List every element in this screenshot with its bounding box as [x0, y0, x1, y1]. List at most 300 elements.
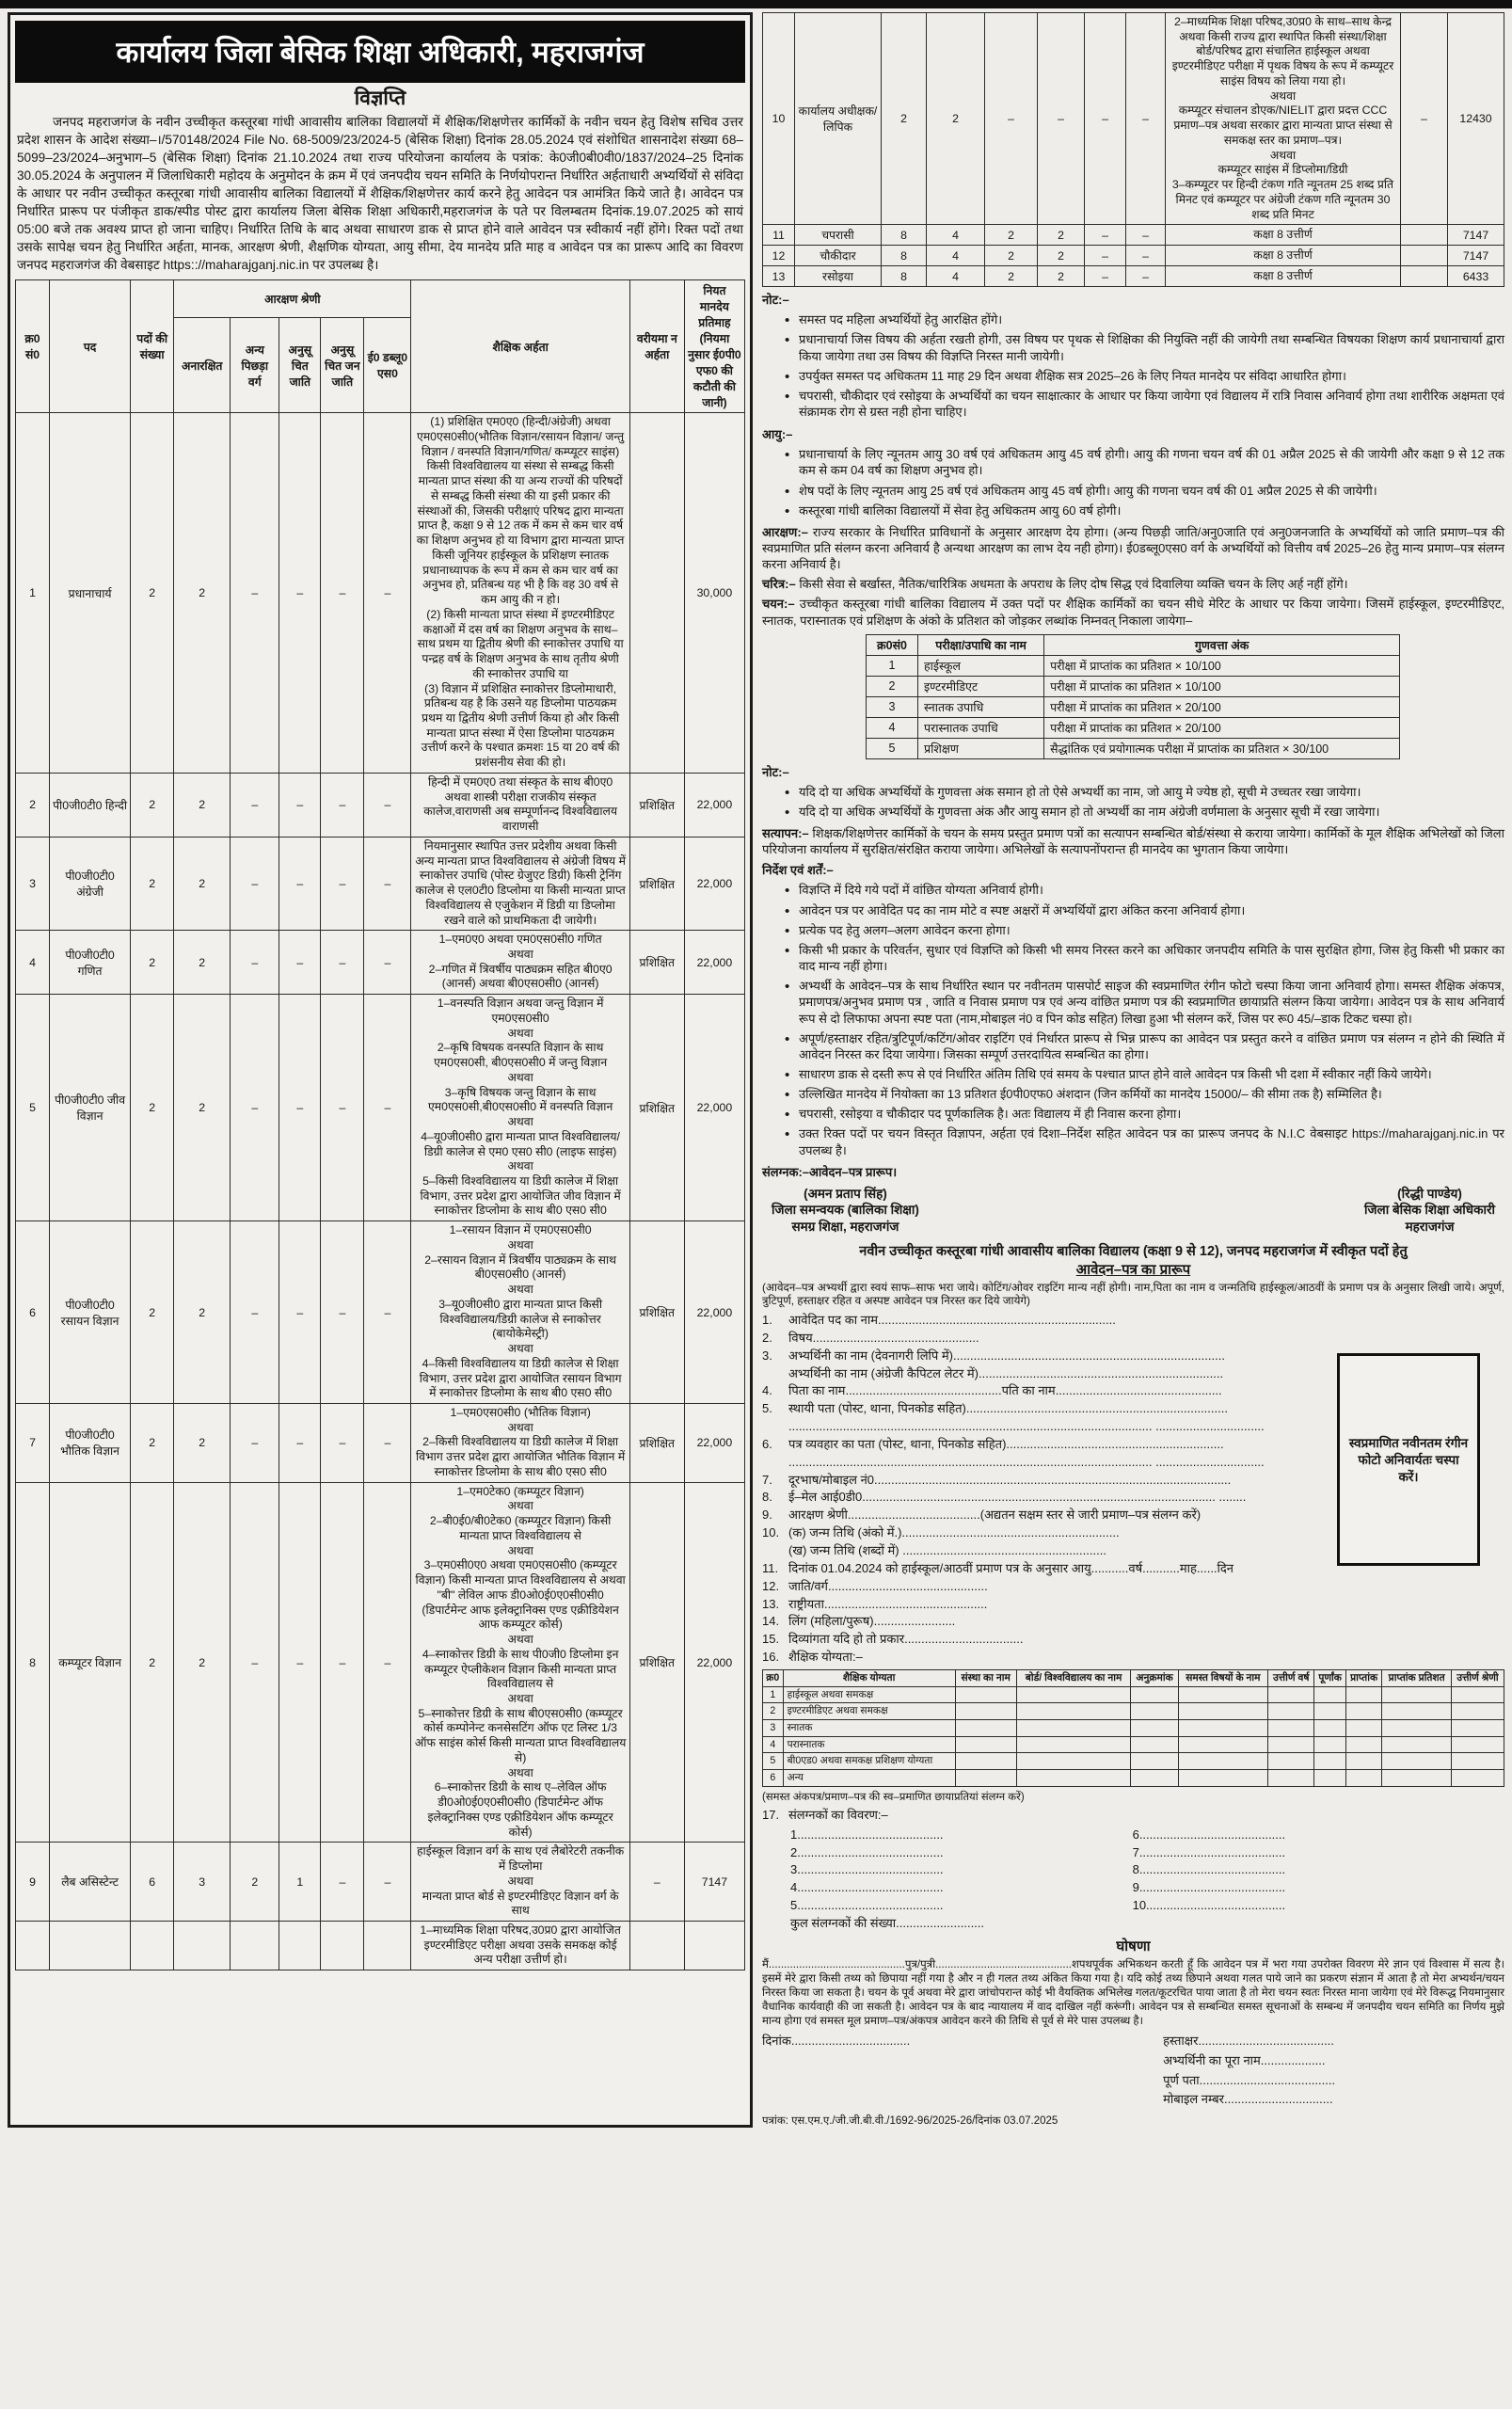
merit-cell: स्नातक उपाधि: [918, 696, 1044, 717]
attachment-line: 6...........................................: [1132, 1827, 1286, 1842]
age-label: आयु:–: [762, 427, 793, 442]
form-field: [762, 1436, 1281, 1454]
edu-column-header: पूर्णांक: [1314, 1669, 1346, 1686]
edu-cell: [955, 1736, 1016, 1753]
table-cell: –: [985, 13, 1038, 225]
table-cell: –: [364, 995, 411, 1221]
edu-cell: [955, 1703, 1016, 1720]
notes1-list: [785, 311, 1504, 420]
table-cell: –: [1126, 225, 1166, 246]
table-cell: 8: [16, 1482, 50, 1843]
edu-cell: 4: [763, 1736, 784, 1753]
table-cell: 4: [927, 266, 985, 287]
table-cell: –: [231, 837, 279, 930]
merit-cell: परीक्षा में प्राप्तांक का प्रतिशत × 10/100: [1044, 676, 1400, 696]
qualification-line: मान्यता प्राप्त बोर्ड से इण्टरमीडिएट विज्ञान वर्ग के साथ: [422, 1889, 619, 1918]
note-item: • उपर्युक्त समस्त पद अधिकतम 11 माह 29 दिन अथवा शैक्षिक सत्र 2025–26 के लिए नियत मानदेय पर संविदा आधारित होगा।: [785, 368, 1504, 384]
form-field: [762, 1312, 1281, 1330]
qualification-cell: [411, 1921, 629, 1970]
table-cell: –: [231, 413, 279, 774]
table-cell: –: [364, 931, 411, 995]
edu-cell: [1382, 1770, 1452, 1787]
table-cell: –: [1126, 266, 1166, 287]
character-section: [762, 576, 1504, 592]
edu-cell: [1131, 1770, 1178, 1787]
table-cell: –: [231, 1404, 279, 1483]
table-cell: –: [364, 1482, 411, 1843]
attachment-line: 8...........................................: [1132, 1862, 1286, 1877]
merit-header-row: [867, 634, 1400, 655]
edu-cell: 1: [763, 1686, 784, 1703]
edu-cell: [1345, 1703, 1381, 1720]
edu-cell: [1382, 1736, 1452, 1753]
table-cell: 1: [279, 1843, 321, 1922]
table-cell: 4: [927, 246, 985, 266]
merit-row: [867, 717, 1400, 738]
qualification-line: 3–कृषि विषयक जन्तु विज्ञान के साथ एम0एस0सी,बी0एस0सी0 में वनस्पति विज्ञान: [427, 1085, 613, 1114]
table-cell: –: [1126, 13, 1166, 225]
table-cell: –: [1038, 13, 1085, 225]
preference-cell: प्रशिक्षित: [629, 1221, 684, 1404]
signatory-left: [772, 1186, 919, 1236]
table-cell: [174, 1921, 231, 1970]
attachment-line: 5...........................................: [790, 1898, 944, 1913]
age-item: • कस्तूरबा गांधी बालिका विद्यालयों में सेवा हेतु अधिकतम आयु 60 वर्ष होगी।: [785, 503, 1504, 518]
left-column: [8, 12, 753, 2128]
qualification-line: हाईस्कूल विज्ञान वर्ग के साथ एवं लैबोरेटरी तकनीक में डिप्लोमा: [417, 1844, 625, 1874]
form-field: [762, 1578, 1504, 1596]
edu-cell: [1451, 1720, 1504, 1737]
qualification-line: 3–एम0सी0ए0 अथवा एम0एस0सी0 (कम्प्यूटर विज्ञान) किसी मान्यता प्राप्त विश्वविद्यालय से अथवा "बी" लेविल आफ डी0ओ0ई0ए0सी0सी0 (डिपार्टमेन्ट आफ इलेक्ट्रानिक्स एण्ड एक्रीडियेशन आफ कम्प्यूटर कोर्स): [415, 1558, 626, 1632]
qualification-line: हिन्दी में एम0ए0 तथा संस्कृत के साथ बी0ए0 अथवा शास्त्री परीक्षा राजकीय संस्कृत कालेज,वाराणसी अब सम्पूर्णानन्द विश्वविद्यालय वाराणसी: [423, 774, 617, 834]
qualification-line: 2–किसी विश्वविद्यालय या डिग्री कालेज में शिक्षा विभाग उत्तर प्रदेश द्वारा आयोजित भौतिक विज्ञान में स्नाकोत्तर डिप्लोमा के साथ बी0 एस0 सी0: [415, 1435, 626, 1478]
office-title-text: कार्यालय जिला बेसिक शिक्षा अधिकारी, महराजगंज: [116, 36, 645, 69]
table-cell: 2: [174, 773, 231, 837]
enclosure-line: संलग्नक:–आवेदन–पत्र प्रारूप।: [762, 1164, 898, 1179]
table-cell: कार्यालय अधीक्षक/ लिपिक: [795, 13, 882, 225]
table-cell: –: [1085, 246, 1126, 266]
form-field-number: [762, 1454, 788, 1472]
qualification-line: अथवा: [507, 1691, 533, 1705]
edu-cell: [1178, 1736, 1267, 1753]
table-cell: 2: [174, 1404, 231, 1483]
edu-cell: [1345, 1686, 1381, 1703]
table-cell: –: [321, 1843, 364, 1922]
qualification-line: 4–यू0जी0सी0 द्वारा मान्यता प्राप्त विश्वविद्यालय/डिग्री कालेज से एम0 एस0 सी0 (लाइफ साइंस): [421, 1129, 620, 1158]
edu-cell: [1178, 1720, 1267, 1737]
edu-cell: [1016, 1686, 1131, 1703]
table-cell: कम्प्यूटर विज्ञान: [50, 1482, 131, 1843]
edu-cell: [1451, 1736, 1504, 1753]
edu-cell: [1016, 1703, 1131, 1720]
table-cell: पी0जी0टी0 भौतिक विज्ञान: [50, 1404, 131, 1483]
attachment-line: 1...........................................: [790, 1827, 944, 1842]
table-cell: चपरासी: [795, 225, 882, 246]
edu-row: [763, 1686, 1504, 1703]
edu-row: [763, 1736, 1504, 1753]
form-field-number: 3.: [762, 1348, 772, 1363]
form-field: [762, 1596, 1504, 1614]
form-field-text: लिंग (महिला/पुरूष)........................: [788, 1614, 956, 1629]
table-row: [16, 1221, 745, 1404]
table-cell: 13: [763, 266, 795, 287]
qualification-line: अथवा: [1269, 148, 1297, 162]
table-cell: –: [364, 837, 411, 930]
table-cell: –: [231, 995, 279, 1221]
edu-column-header: शैक्षिक योग्यता: [783, 1669, 955, 1686]
pay-cell: 6433: [1448, 266, 1504, 287]
column-subheader: ई0 डब्लू0 एस0: [364, 318, 411, 413]
table-cell: [50, 1921, 131, 1970]
form-note: (आवेदन–पत्र अभ्यर्थी द्वारा स्वयं साफ–साफ भरा जाये। कोटिंग/ओवर राइटिंग मान्य नहीं होगी। नाम,पिता का नाम व जन्मतिथि हाईस्कूल/आठवीं के प्रमाण पत्र के अनुसार लिखी जाये। अपूर्ण, त्रुटिपूर्ण, हस्ताक्षर रहित व अस्पष्ट आवेदन पत्र निरस्त कर दिये जायेगे): [762, 1280, 1504, 1308]
qualification-line: अथवा: [507, 1543, 533, 1557]
form-field-number: 16.: [762, 1650, 780, 1665]
pay-cell: 22,000: [684, 837, 744, 930]
form-field-text: ........................................................................................................... ................................: [788, 1454, 1265, 1469]
qualification-line: अथवा: [507, 1633, 533, 1647]
signatory-right: [1364, 1186, 1495, 1236]
intro-paragraph: जनपद महराजगंज के नवीन उच्चीकृत कस्तूरबा गांधी आवासीय बालिका विद्यालयों में शैक्षिक/शिक्षणेत्तर कार्मिकों के नवीन चयन हेतु विशेष सचिव उत्तर प्रदेश शासन के आदेश संख्या–।/570148/2024 File No. 68-5009/23/2024-5 (बेसिक शिक्षा) दिनांक 28.05.2024 एवं संशोधित शासनादेश संख्या 68–5099–23/2024–अनुभाग–5 (बेसिक शिक्षा) दिनांक 21.10.2024 तथा राज्य परियोजना कार्यालय के पत्रांक: के0जी0बी0वी0/1837/2024–25 दिनांक 30.05.2024 के अनुपालन में जिलाधिकारी महोदय के अनुमोदन के क्रम में एवं जनपदीय चयन समिति के निर्णयोपरान्त निर्धारित अर्हताधारी अभ्यर्थियों से संविदा के आधार पर नवीन उच्चीकृत कस्तूरबा गांधी आवासीय बालिका विद्यालयों में शैक्षिक/शिक्षणेत्तर कार्य करने हेतु आवेदन पत्र आमंत्रित किये जाते है। आवेदन पत्र निर्धारित प्रारूप पर पंजीकृत डाक/स्पीड पोस्ट द्वारा कार्यालय जिला बेसिक शिक्षा अधिकारी,महराजगंज के पते पर विलम्बतम दिनांक.19.07.2025 को सायं 05:00 बजे तक अवश्य प्राप्त हो जाना चाहिए। निर्धारित तिथि के बाद अथवा साधारण डाक से प्राप्त होने वाले आवेदन पत्र स्वीकार्य नहीं होंगे। रिक्त पदों तथा उसके सापेक्ष चयन हेतु निर्धारित अर्हता, मानक, आरक्षण श्रेणी, शैक्षणिक योग्यता, आयु सीमा, देय मानदेय प्रति माह व आवेदन पत्र का प्रारूप आदि का विवरण जनपद महराजगंज की वेबसाइट https:://maharajganj.nic.in पर उपलब्ध है।: [17, 115, 743, 273]
qualification-line: 4–स्नाकोत्तर डिग्री के साथ पी0जी0 डिप्लोमा इन कम्प्यूटर ऐप्लीकेशन विज्ञान किसी मान्यता प्राप्त विश्वविद्यालय से: [422, 1647, 619, 1691]
table-cell: 1: [16, 413, 50, 774]
table-cell: 3: [174, 1843, 231, 1922]
signatory-left-role1: जिला समन्वयक (बालिका शिक्षा): [772, 1203, 919, 1218]
attachments-no: 17.: [762, 1807, 780, 1822]
edu-cell: [1268, 1703, 1314, 1720]
edu-cell: [1345, 1753, 1381, 1770]
qualification-line: अथवा: [507, 1237, 533, 1252]
table-cell: –: [231, 1482, 279, 1843]
table-cell: 6: [16, 1221, 50, 1404]
merit-cell: सैद्धांतिक एवं प्रयोगात्मक परीक्षा में प्राप्तांक का प्रतिशत × 30/100: [1044, 738, 1400, 758]
qualification-line: 2–बी0ई0/बी0टेक0 (कम्प्यूटर विज्ञान) किसी मान्यता प्राप्त विश्वविद्यालय से: [429, 1514, 612, 1542]
qualification-line: 2–कृषि विषयक वनस्पति विज्ञान के साथ एम0एस0सी, बी0एस0सी0 में जन्तु विज्ञान: [434, 1041, 608, 1070]
qualification-line: 2–गणित में त्रिवर्षीय पाठ्यक्रम सहित बी0ए0 (आनर्स) अथवा बी0एस0सी0 (आनर्स): [428, 962, 613, 991]
verification-text: शिक्षक/शिक्षणेत्तर कार्मिकों के चयन के समय प्रस्तुत प्रमाण पत्रों का सत्यापन सम्बन्धित बोर्ड/संस्था से कराया जायेगा। कार्मिकों के मूल शैक्षिक अभिलेखों को जिला परियोजना कार्यालय में सुरक्षित/संरक्षित कराया जायेगा। अभिलेखों के सत्यापनोंपरान्त ही मानदेय का भुगतान किया जायेगा।: [762, 826, 1504, 857]
pay-cell: 22,000: [684, 773, 744, 837]
table-cell: –: [321, 1404, 364, 1483]
verification-label: सत्यापन:–: [762, 826, 809, 841]
table-cell: –: [364, 1404, 411, 1483]
instructions-list: [785, 882, 1504, 1157]
form-field-number: 10.: [762, 1525, 780, 1540]
preference-cell: प्रशिक्षित: [629, 773, 684, 837]
table-cell: 2: [174, 413, 231, 774]
attachment-line: 9...........................................: [1132, 1880, 1286, 1895]
instruction-item: • साधारण डाक से दस्ती रूप से एवं निर्धारित अंतिम तिथि एवं समय के पश्चात प्राप्त होने वाले आवेदन पत्र किसी भी दशा में स्वीकार नहीं किये जायेगे।: [785, 1066, 1504, 1082]
preference-cell: [1401, 225, 1448, 246]
form-field-text: आवेदित पद का नाम......................................................................: [788, 1313, 1116, 1328]
selection-label: चयन:–: [762, 597, 795, 612]
edu-cell: [1314, 1736, 1346, 1753]
recruitment-table-left: [15, 279, 745, 1970]
edu-column-header: अनुक्रमांक: [1131, 1669, 1178, 1686]
form-field-text: (क) जन्म तिथि (अंको में.)................................................................: [788, 1525, 1120, 1540]
merit-cell: 1: [867, 655, 918, 676]
table-cell: पी0जी0टी0 अंग्रेजी: [50, 837, 131, 930]
form-field-text: ई–मेल आई0डी0........................................................................................................ ........: [788, 1490, 1247, 1505]
table-cell: 2: [131, 1482, 174, 1843]
edu-cell: [1178, 1703, 1267, 1720]
pay-cell: 22,000: [684, 931, 744, 995]
edu-cell: [955, 1686, 1016, 1703]
age-item: • प्रधानाचार्या के लिए न्यूनतम आयु 30 वर्ष एवं अधिकतम आयु 45 वर्ष होगी। आयु की गणना चयन वर्ष की 01 अप्रैल 2025 से की जायेगी और कक्षा 9 से 12 तक कम से कम 04 वर्ष का शिक्षण अनुभव हो।: [785, 446, 1504, 478]
edu-cell: [1131, 1736, 1178, 1753]
qualification-line: कम्प्यूटर साइंस में डिप्लोमा/डिग्री: [1218, 163, 1348, 177]
attachments-total-label: कुल संलग्नकों की संख्या..........................: [790, 1915, 985, 1930]
education-table: [762, 1669, 1504, 1787]
column-header: पदों की संख्या: [131, 280, 174, 413]
table-cell: 12: [763, 246, 795, 266]
pay-cell: 7147: [684, 1843, 744, 1922]
signatory-left-name: (अमन प्रताप सिंह): [804, 1186, 887, 1201]
edu-cell: [1345, 1770, 1381, 1787]
form-field-text: दूरभाष/मोबाइल नं0.........................................................................................................: [788, 1472, 1232, 1487]
column-header: शैक्षिक अर्हता: [411, 280, 629, 413]
qualification-line: अथवा: [507, 1026, 533, 1040]
qualification-line: अथवा: [507, 1499, 533, 1513]
edu-cell: [1016, 1736, 1131, 1753]
signatory-left-role2: समग्र शिक्षा, महराजगंज: [791, 1220, 899, 1234]
table-cell: 2: [174, 1221, 231, 1404]
edu-cell: [1178, 1686, 1267, 1703]
note-item: • समस्त पद महिला अभ्यर्थियों हेतु आरक्षित होंगे।: [785, 311, 1504, 327]
edu-cell: [1451, 1703, 1504, 1720]
table-cell: 2: [985, 246, 1038, 266]
merit-cell: परीक्षा में प्राप्तांक का प्रतिशत × 20/100: [1044, 696, 1400, 717]
top-black-bar: [0, 0, 1512, 8]
edu-column-header: प्राप्तांक प्रतिशत: [1382, 1669, 1452, 1686]
note-item: • चपरासी, चौकीदार एवं रसोइया के अभ्यर्थियों का चयन साक्षात्कार के आधार पर किया जायेगा एवं विद्यालय में रात्रि निवास अनिवार्य होगा तथा शारीरिक अक्षमता एवं संक्रामक रोग से ग्रस्त नही होना चाहिए।: [785, 388, 1504, 420]
table-cell: 11: [763, 225, 795, 246]
signature-row: [772, 1186, 1495, 1236]
qualification-line: कम्प्यूटर संचालन डोएक/NIELIT द्वारा प्रदत्त CCC प्रमाण–पत्र अथवा सरकार द्वारा मान्यता प्राप्त संस्था से समकक्ष स्तर का प्रमाण–पत्र।: [1173, 104, 1393, 147]
attachment-line: 10.........................................: [1132, 1898, 1286, 1913]
date-signature-row: [762, 2032, 1504, 2110]
qualification-line: 1–रसायन विज्ञान में एम0एस0सी0: [449, 1223, 592, 1237]
edu-note: (समस्त अंकपत्र/प्रमाण–पत्र की स्व–प्रमाणित छायाप्रतियां संलग्न करें): [762, 1791, 1025, 1803]
edu-cell: 2: [763, 1703, 784, 1720]
continuation-row: [16, 1921, 745, 1970]
table-cell: [321, 1921, 364, 1970]
table-cell: –: [279, 773, 321, 837]
table-row: [16, 1482, 745, 1843]
merit-cell: 3: [867, 696, 918, 717]
edu-cell: [1268, 1736, 1314, 1753]
character-text: किसी सेवा से बर्खास्त, नैतिक/चारित्रिक अधमता के अपराध के लिए दोष सिद्ध एवं दिवालिया व्यक्ति चयन के लिए अर्ह नहीं होंगे।: [799, 577, 1348, 592]
table-cell: चौकीदार: [795, 246, 882, 266]
table-cell: रसोइया: [795, 266, 882, 287]
form-field: [762, 1382, 1281, 1400]
attachments-label: संलग्नकों का विवरण:–: [788, 1807, 888, 1822]
table-header-row: [16, 280, 745, 318]
qualification-line: अथवा: [507, 1283, 533, 1297]
form-field-number: 14.: [762, 1614, 780, 1629]
form-field-text: अभ्यर्थिनी का नाम (देवनागरी लिपि में)................................................................................: [788, 1348, 1225, 1363]
age-list: [785, 446, 1504, 518]
table-cell: 9: [16, 1843, 50, 1922]
edu-cell: [1016, 1753, 1131, 1770]
preference-cell: प्रशिक्षित: [629, 931, 684, 995]
form-field-number: 5.: [762, 1401, 772, 1416]
right-column: [760, 12, 1506, 2128]
qualification-line: 3–कम्प्यूटर पर हिन्दी टंकण गति न्यूनतम 25 शब्द प्रति मिनट एवं कम्प्यूटर पर अंग्रेजी टंकण गति न्यूनतम 30 शब्द प्रति मिनट: [1171, 178, 1394, 221]
table-cell: [231, 1921, 279, 1970]
character-label: चरित्र:–: [762, 577, 796, 592]
column-subheader: अनारक्षित: [174, 318, 231, 413]
edu-cell: [1268, 1686, 1314, 1703]
qualification-line: अथवा: [507, 1070, 533, 1084]
pay-cell: [684, 1921, 744, 1970]
table-cell: 8: [882, 225, 927, 246]
form-field: [762, 1507, 1281, 1524]
edu-row: [763, 1753, 1504, 1770]
table-cell: –: [321, 1221, 364, 1404]
form-field-number: [762, 1365, 788, 1383]
preference-cell: [1401, 246, 1448, 266]
table-row: [16, 413, 745, 774]
table-cell: 2: [131, 837, 174, 930]
qualification-line: अथवा: [507, 1342, 533, 1356]
form-field-text: जाति/वर्ग...............................................: [788, 1578, 988, 1593]
table-cell: 2: [231, 1843, 279, 1922]
form-field-text: राष्ट्रीयता................................................: [788, 1596, 988, 1611]
table-cell: 2: [131, 413, 174, 774]
table-cell: 8: [882, 246, 927, 266]
form-field-number: 6.: [762, 1436, 772, 1451]
edu-column-header: उत्तीर्ण वर्ष: [1268, 1669, 1314, 1686]
pay-cell: 22,000: [684, 995, 744, 1221]
edu-cell: [1268, 1770, 1314, 1787]
merit-note-item: • यदि दो या अधिक अभ्यर्थियों के गुणवत्ता अंक और आयु समान हो तो अभ्यर्थी का नाम अंग्रेजी वर्णमाला के अनुसार सूची में रखा जायेगा।: [785, 804, 1504, 820]
table-cell: –: [279, 1482, 321, 1843]
table-cell: 2: [131, 995, 174, 1221]
qualification-cell: [411, 837, 629, 930]
table-row: [763, 225, 1504, 246]
edu-cell: [955, 1770, 1016, 1787]
table-cell: 2: [131, 1221, 174, 1404]
photo-box: [1337, 1353, 1480, 1566]
edu-cell: [1451, 1753, 1504, 1770]
preference-cell: –: [629, 1843, 684, 1922]
instructions-label: निर्देश एवं शर्तें:–: [762, 863, 834, 878]
qualification-line: अथवा: [507, 1874, 533, 1888]
qualification-cell: [411, 1404, 629, 1483]
column-subheader: अनुसू चित जाति: [279, 318, 321, 413]
attachments-columns: [790, 1827, 1504, 1915]
signatory-right-name: (रिद्धी पाण्डेय): [1397, 1186, 1462, 1201]
edu-column-header: संस्था का नाम: [955, 1669, 1016, 1686]
table-cell: 2: [131, 1404, 174, 1483]
instruction-item: • उक्त रिक्त पदों पर चयन विस्तृत विज्ञापन, अर्हता एवं दिशा–निर्देश सहित आवेदन पत्र का प्रारूप जनपद के N.I.C वेबसाइट https://maharajganj.nic.in पर उपलब्ध है।: [785, 1125, 1504, 1157]
merit-row: [867, 738, 1400, 758]
column-header: वरीयमा न अर्हता: [629, 280, 684, 413]
edu-column-header: प्राप्तांक: [1345, 1669, 1381, 1686]
pay-cell: 30,000: [684, 413, 744, 774]
notes2-list: [785, 784, 1504, 820]
signature-lines: [1163, 2032, 1504, 2110]
table-cell: [16, 1921, 50, 1970]
preference-cell: [1401, 266, 1448, 287]
merit-row: [867, 696, 1400, 717]
form-field-number: 8.: [762, 1490, 772, 1505]
qualification-line: अथवा: [507, 1765, 533, 1779]
edu-cell: [1314, 1686, 1346, 1703]
edu-cell: [955, 1720, 1016, 1737]
qualification-line: 2–माध्यमिक शिक्षा परिषद,उ0प्र0 के साथ–साथ केन्द्र अथवा किसी राज्य द्वारा स्थापित किसी संस्था/शिक्षा बोर्ड/परिषद द्वारा संचालित हाईस्कूल अथवा इण्टरमीडिएट परीक्षा में पृथक विषय के रूप में कम्प्यूटर साइंस विषय को लिया गया हो।: [1171, 15, 1394, 88]
table-cell: –: [1085, 13, 1126, 225]
table-cell: –: [321, 837, 364, 930]
instruction-item: • किसी भी प्रकार के परिवर्तन, सुधार एवं विज्ञप्ति को किसी भी समय निरस्त करने का अधिकार जनपदीय समिति के पास सुरक्षित होगा, जिस हेतु किसी भी प्रकार का वाद मान्य नहीं होगा।: [785, 942, 1504, 974]
edu-cell: [1131, 1720, 1178, 1737]
edu-cell: इण्टरमीडिएट अथवा समकक्ष: [783, 1703, 955, 1720]
table-cell: –: [1085, 225, 1126, 246]
table-cell: [279, 1921, 321, 1970]
qualification-line: 2–रसायन विज्ञान में त्रिवर्षीय पाठ्यक्रम के साथ बी0एस0सी0 (आनर्स): [424, 1252, 617, 1282]
merit-cell: प्रशिक्षण: [918, 738, 1044, 758]
verification-section: [762, 825, 1504, 857]
table-row: [16, 773, 745, 837]
edu-column-header: क्र0: [763, 1669, 784, 1686]
table-cell: –: [279, 931, 321, 995]
edu-cell: हाईस्कूल अथवा समकक्ष: [783, 1686, 955, 1703]
table-row: [16, 837, 745, 930]
edu-row: [763, 1770, 1504, 1787]
table-cell: 5: [16, 995, 50, 1221]
reservation-label: आरक्षण:–: [762, 524, 808, 539]
qualification-line: अथवा: [507, 1420, 533, 1434]
pay-cell: 22,000: [684, 1221, 744, 1404]
table-cell: –: [1085, 266, 1126, 287]
qualification-line: 4–किसी विश्वविद्यालय या डिग्री कालेज से शिक्षा विभाग, उत्तर प्रदेश द्वारा आयोजित रसायन विभाग में स्नाकोत्तर डिप्लोमा के साथ बी0 एस0 सी0: [419, 1356, 622, 1400]
form-field-number: 7.: [762, 1472, 772, 1487]
qualification-cell: कक्षा 8 उत्तीर्ण: [1166, 225, 1401, 246]
merit-note-item: • यदि दो या अधिक अभ्यर्थियों के गुणवत्ता अंक समान हो तो ऐसे अभ्यर्थी का नाम, जो आयु मे ज्येष्ठ हो, सूची मे उच्चतर रखा जायेगा।: [785, 784, 1504, 800]
table-cell: लैब असिस्टेन्ट: [50, 1843, 131, 1922]
qualification-cell: [411, 773, 629, 837]
form-field-text: पिता का नाम..............................................पति का नाम.................................................: [788, 1383, 1222, 1398]
table-cell: –: [279, 837, 321, 930]
table-cell: –: [279, 1221, 321, 1404]
table-cell: 8: [882, 266, 927, 287]
edu-cell: [1314, 1753, 1346, 1770]
full-address-line: पूर्ण पता........................................: [1163, 2072, 1336, 2087]
form-field: [762, 1454, 1281, 1472]
mobile-number-line: मोबाइल नम्बर................................: [1163, 2092, 1333, 2107]
table-cell: पी0जी0टी0 रसायन विज्ञान: [50, 1221, 131, 1404]
notice-heading: विज्ञप्ति: [354, 88, 406, 109]
merit-row: [867, 676, 1400, 696]
merit-cell: परीक्षा में प्राप्तांक का प्रतिशत × 10/100: [1044, 655, 1400, 676]
selection-text: उच्चीकृत कस्तूरबा गांधी बालिका विद्यालय में उक्त पदों पर शैक्षिक कार्मिकों का चयन सीधे मेरिट के आधार पर किया जायेगा। जिसमें हाईस्कूल, इण्टरमीडिएट, स्नातक, परास्नातक एवं प्रशिक्षण के अंको के प्रतिशत को जोड़कर लब्धांक निम्नवत् निकाला जायेगा–: [762, 597, 1504, 628]
table-cell: –: [364, 773, 411, 837]
merit-column-header: गुणवत्ता अंक: [1044, 634, 1400, 655]
table-cell: प्रधानाचार्य: [50, 413, 131, 774]
preference-cell: प्रशिक्षित: [629, 1404, 684, 1483]
edu-cell: अन्य: [783, 1770, 955, 1787]
edu-cell: [1131, 1753, 1178, 1770]
column-header: क्र0 सं0: [16, 280, 50, 413]
edu-cell: [1131, 1703, 1178, 1720]
edu-cell: 5: [763, 1753, 784, 1770]
qualification-cell: [411, 931, 629, 995]
table-cell: –: [321, 995, 364, 1221]
table-cell: 2: [174, 995, 231, 1221]
attachment-line: 7...........................................: [1132, 1844, 1286, 1859]
edu-cell: [1178, 1753, 1267, 1770]
edu-cell: बी0एड0 अथवा समकक्ष प्रशिक्षण योग्यता: [783, 1753, 955, 1770]
form-field-number: 4.: [762, 1383, 772, 1398]
